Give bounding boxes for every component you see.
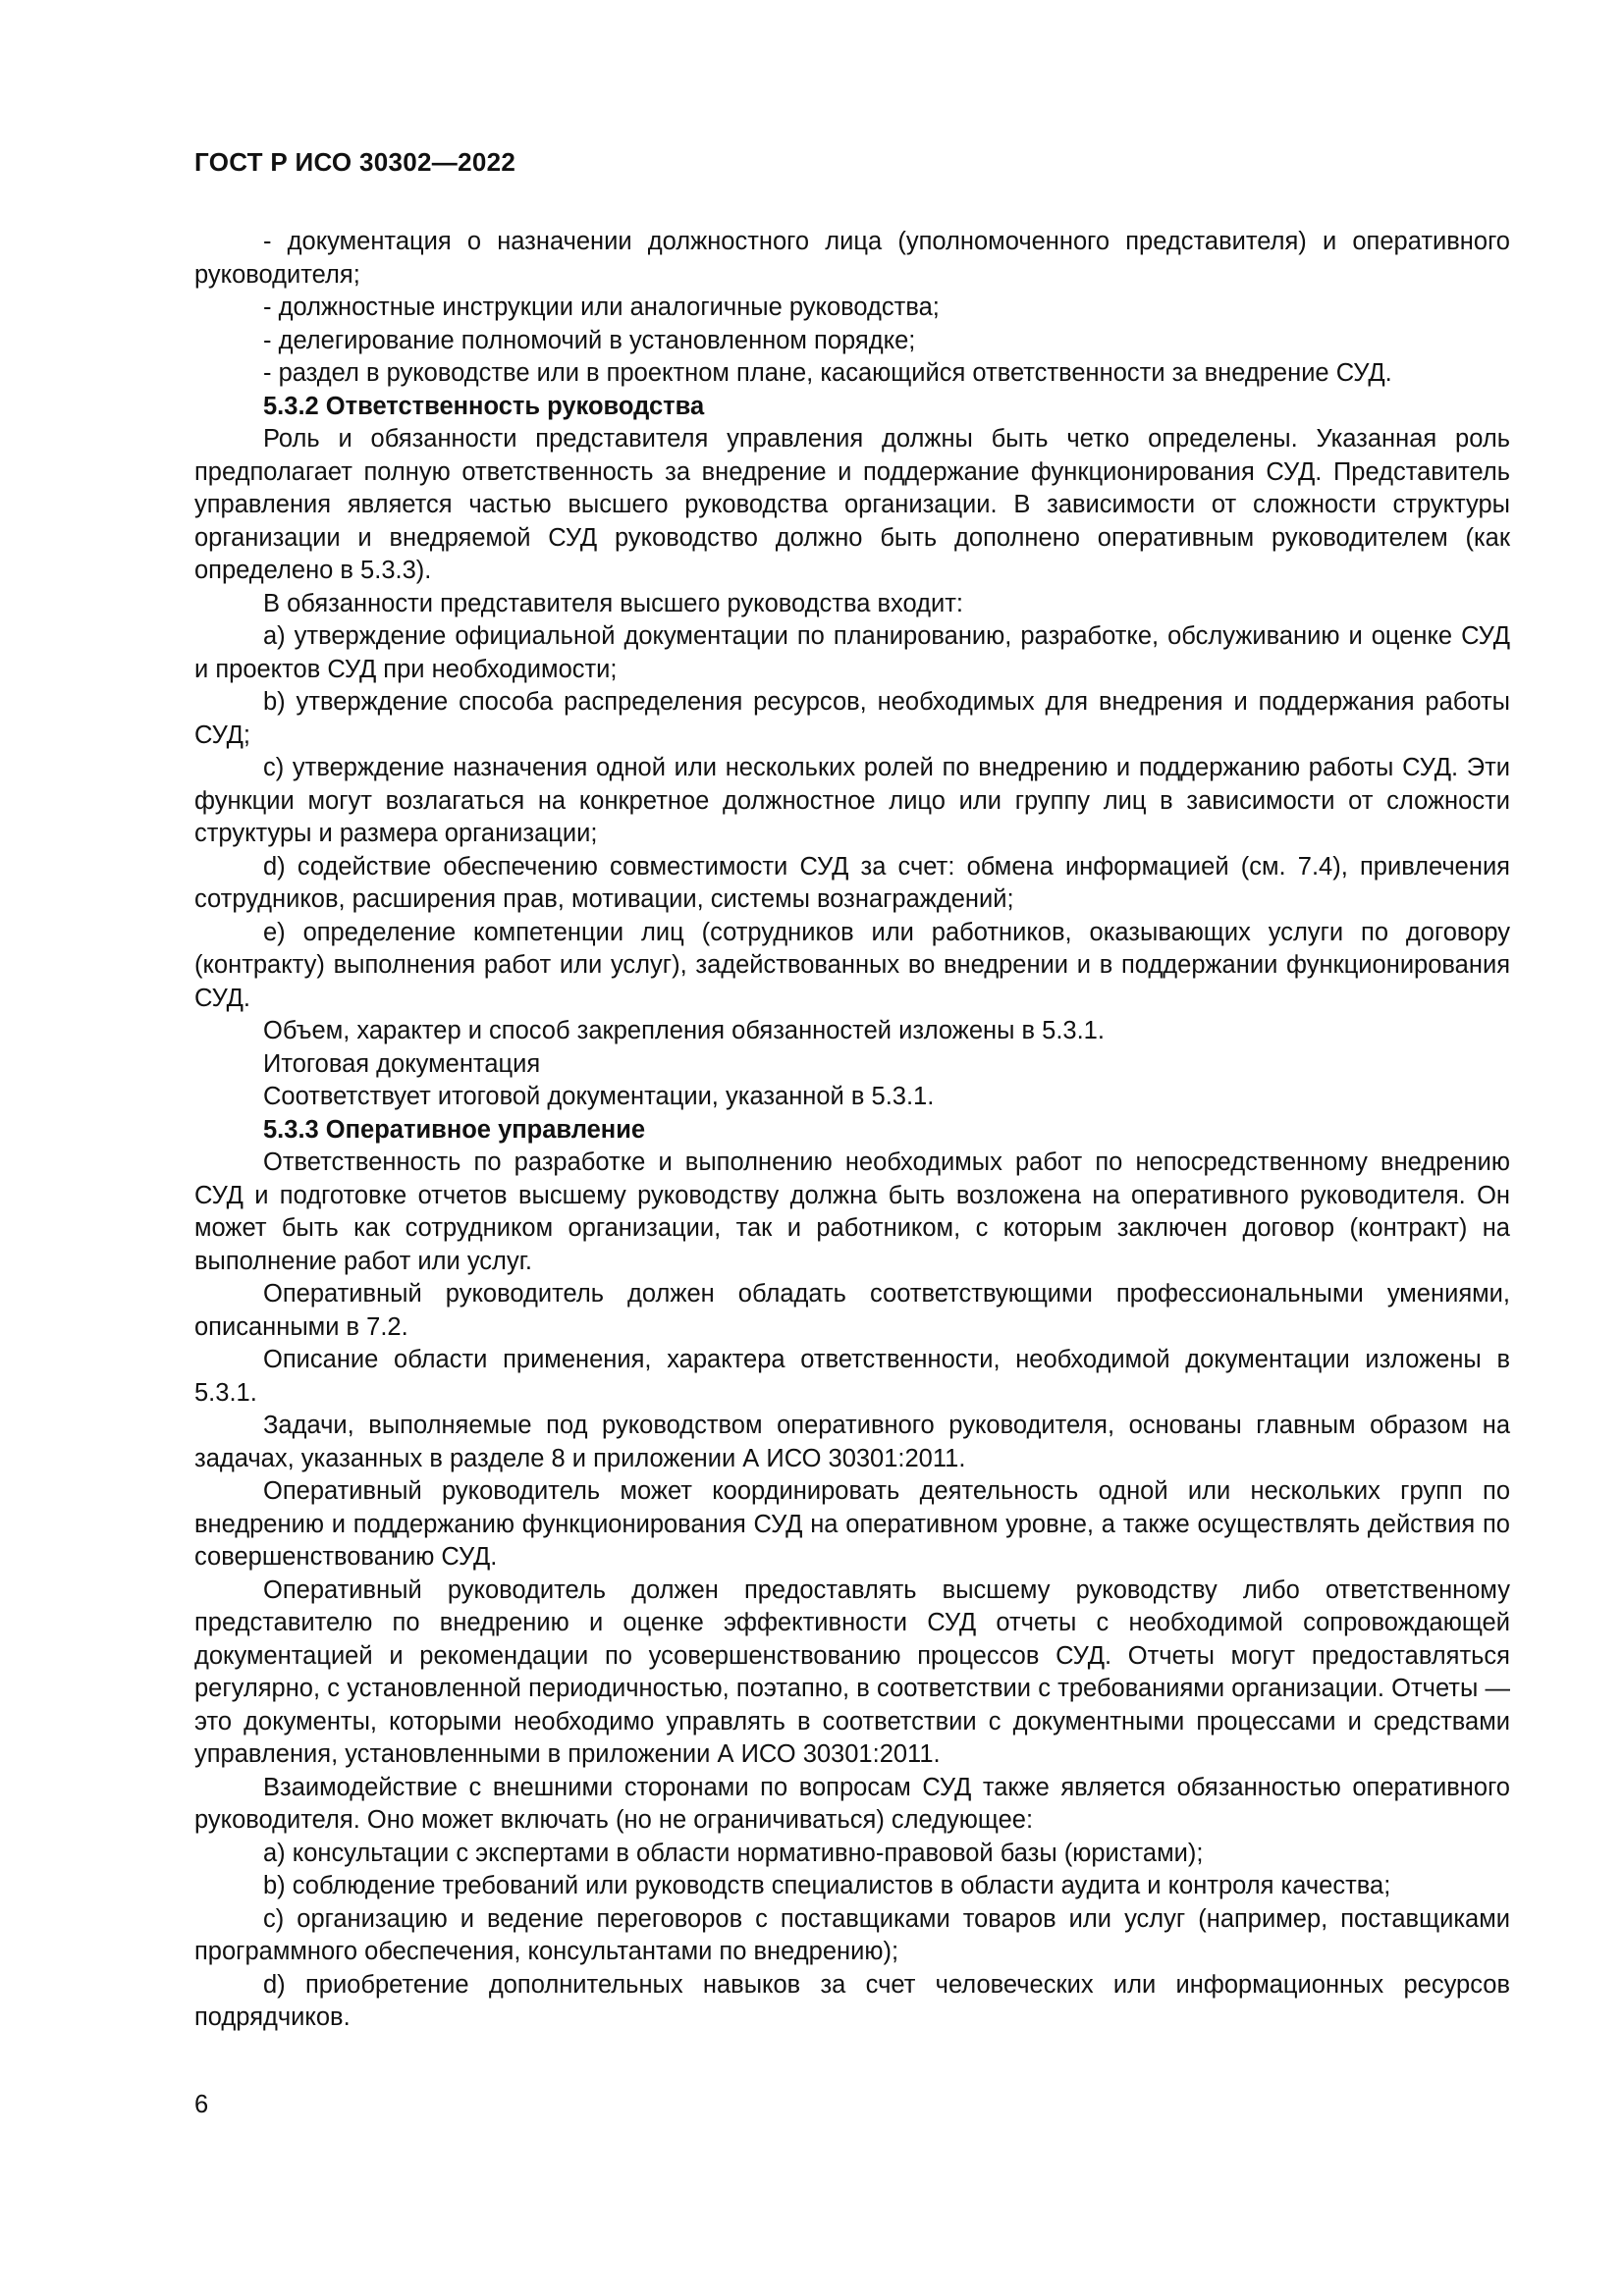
body-paragraph: Ответственность по разработке и выполнению необходимых работ по непосредственному внедрению СУД и подготовке отчетов высшему руководству должна быть возложена на оперативного руководителя. Он может быть как сотрудником организации, так и работником, с которым заключен договор (контракт) на выполнение работ или услуг. xyxy=(194,1148,1510,1275)
body-paragraph: Оперативный руководитель может координировать деятельность одной или нескольких групп по внедрению и поддержанию функционирования СУД на оперативном уровне, а также осуществлять действия по совершенствованию СУД. xyxy=(194,1477,1510,1571)
body-paragraph: - должностные инструкции или аналогичные руководства; xyxy=(263,294,940,321)
body-paragraph: e) определение компетенции лиц (сотрудников или работников, оказывающих услуги по договору (контракту) выполнения работ или услуг), задействованных во внедрении и в поддержании функционирования СУД. xyxy=(194,918,1510,1012)
body-paragraph: Задачи, выполняемые под руководством оперативного руководителя, основаны главным образом на задачах, указанных в разделе 8 и приложении А ИСО 30301:2011. xyxy=(194,1412,1510,1472)
body-paragraph: Объем, характер и способ закрепления обязанностей изложены в 5.3.1. xyxy=(263,1017,1105,1044)
body-paragraph: a) консультации с экспертами в области нормативно-правовой базы (юристами); xyxy=(263,1839,1204,1867)
body-paragraph: Взаимодействие с внешними сторонами по вопросам СУД также является обязанностью оперативного руководителя. Оно может включать (но не ограничиваться) следующее: xyxy=(194,1773,1510,1834)
page-number: 6 xyxy=(194,2091,209,2118)
body-paragraph: Оперативный руководитель должен предоставлять высшему руководству либо ответственному представителю по внедрению и оценке эффективности СУД отчеты с необходимой сопровождающей документацией и рекомендации по усовершенствованию процессов СУД. Отчеты могут предоставляться регулярно, с установленной периодичностью, поэтапно, в соответствии с требованиями организации. Отчеты — это документы, которыми необходимо управлять в соответствии с документными процессами и средствами управления, установленными в приложении А ИСО 30301:2011. xyxy=(194,1575,1510,1768)
body-paragraph: - раздел в руководстве или в проектном плане, касающийся ответственности за внедрение СУД. xyxy=(263,359,1392,387)
body-paragraph: Соответствует итоговой документации, указанной в 5.3.1. xyxy=(263,1083,935,1110)
body-paragraph: Описание области применения, характера ответственности, необходимой документации изложены в 5.3.1. xyxy=(194,1346,1510,1407)
body-paragraph: - делегирование полномочий в установленном порядке; xyxy=(263,326,916,354)
body-paragraph: Оперативный руководитель должен обладать соответствующими профессиональными умениями, описанными в 7.2. xyxy=(194,1280,1510,1341)
body-paragraph: - документация о назначении должностного лица (уполномоченного представителя) и оперативного руководителя; xyxy=(194,228,1510,289)
body-paragraph: b) утверждение способа распределения ресурсов, необходимых для внедрения и поддержания работы СУД; xyxy=(194,688,1510,749)
body-paragraph: d) содействие обеспечению совместимости СУД за счет: обмена информацией (см. 7.4), привлечения сотрудников, расширения прав, мотивации, системы вознаграждений; xyxy=(194,852,1510,913)
body-paragraph: c) утверждение назначения одной или нескольких ролей по внедрению и поддержанию работы СУД. Эти функции могут возлагаться на конкретное должностное лицо или группу лиц в зависимости от сложности структуры и размера организации; xyxy=(194,754,1510,847)
document-body xyxy=(194,226,1510,2035)
body-paragraph: c) организацию и ведение переговоров с поставщиками товаров или услуг (например, поставщиками программного обеспечения, консультантами по внедрению); xyxy=(194,1904,1510,1965)
body-paragraph: d) приобретение дополнительных навыков за счет человеческих или информационных ресурсов подрядчиков. xyxy=(194,1970,1510,2031)
body-paragraph: Итоговая документация xyxy=(263,1049,541,1078)
section-heading: 5.3.2 Ответственность руководства xyxy=(263,392,705,420)
section-heading: 5.3.3 Оперативное управление xyxy=(263,1115,646,1144)
document-header: ГОСТ Р ИСО 30302—2022 xyxy=(194,147,516,177)
body-paragraph: b) соблюдение требований или руководств специалистов в области аудита и контроля качества; xyxy=(263,1872,1391,1899)
body-paragraph: Роль и обязанности представителя управления должны быть четко определены. Указанная роль предполагает полную ответственность за внедрение и поддержание функционирования СУД. Представитель управления является частью высшего руководства организации. В зависимости от сложности структуры организации и внедряемой СУД руководство должно быть дополнено оперативным руководителем (как определено в 5.3.3). xyxy=(194,425,1510,584)
body-paragraph: a) утверждение официальной документации по планированию, разработке, обслуживанию и оценке СУД и проектов СУД при необходимости; xyxy=(194,622,1510,683)
body-paragraph: В обязанности представителя высшего руководства входит: xyxy=(263,589,963,617)
